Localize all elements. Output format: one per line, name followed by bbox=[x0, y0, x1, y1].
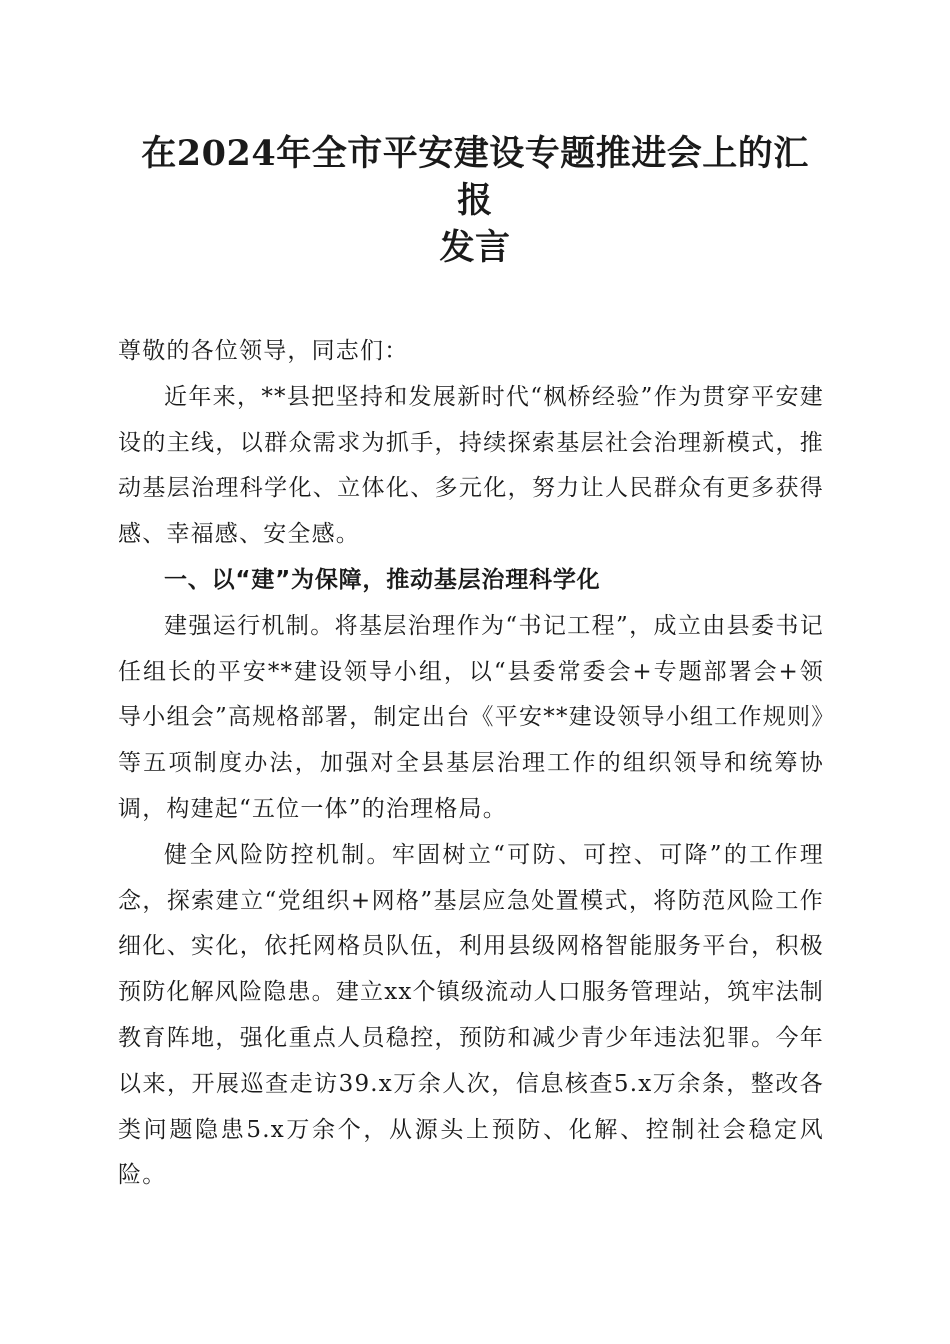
section-1-paragraph-2: 健全风险防控机制。牢固树立“可防、可控、可降”的工作理念，探索建立“党组织+网格”基层应急处置模式，将防范风险工作细化、实化，依托网格员队伍，利用县级网格智能服务平台，积极预防化解风险隐患。建立xx个镇级流动人口服务管理站，筑牢法制教育阵地，强化重点人员稳控，预防和减少青少年违法犯罪。今年以来，开展巡查走访39.x万余人次，信息核查5.x万余条，整改各类问题隐患5.x万余个，从源头上预防、化解、控制社会稳定风险。 bbox=[118, 841, 824, 1189]
document-body bbox=[118, 329, 824, 1199]
document-title bbox=[118, 130, 824, 271]
salutation: 尊敬的各位领导，同志们： bbox=[118, 338, 409, 364]
section-1-paragraph-1: 建强运行机制。将基层治理作为“书记工程”，成立由县委书记任组长的平安**建设领导小组，以“县委常委会+专题部署会+领导小组会”高规格部署，制定出台《平安**建设领导小组工作规则》等五项制度办法，加强对全县基层治理工作的组织领导和统筹协调，构建起“五位一体”的治理格局。 bbox=[118, 612, 824, 822]
title-line-2: 发言 bbox=[439, 227, 511, 268]
section-1-heading: 一、以“建”为保障，推动基层治理科学化 bbox=[164, 566, 601, 593]
title-line-1: 在2024年全市平安建设专题推进会上的汇报 bbox=[141, 133, 809, 221]
intro-paragraph: 近年来，**县把坚持和发展新时代“枫桥经验”作为贯穿平安建设的主线，以群众需求为抓手，持续探索基层社会治理新模式，推动基层治理科学化、立体化、多元化，努力让人民群众有更多获得感、幸福感、安全感。 bbox=[118, 383, 824, 548]
document-page bbox=[118, 130, 824, 1199]
